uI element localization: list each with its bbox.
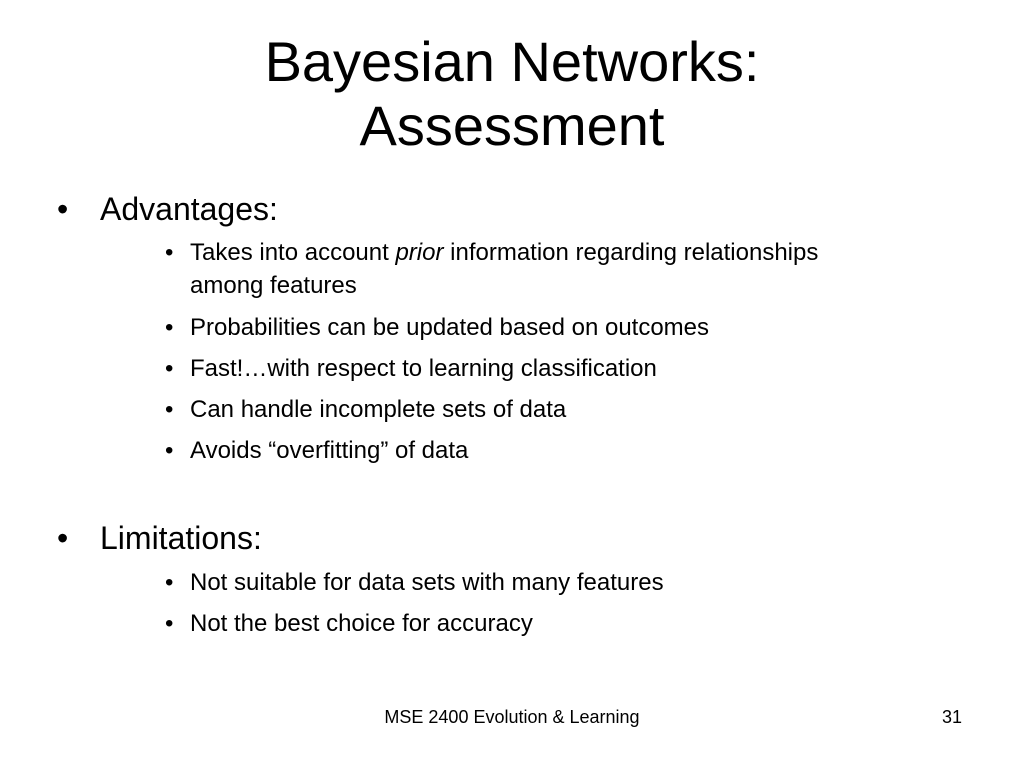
footer-course: MSE 2400 Evolution & Learning	[384, 707, 640, 727]
bullet-icon: •	[165, 239, 174, 266]
bullet-icon: •	[165, 314, 174, 341]
advantages-label: Advantages:	[100, 191, 278, 227]
advantage-text-before: Takes into account	[190, 239, 396, 266]
bullet-icon: •	[165, 610, 174, 637]
bullet-icon: •	[165, 396, 174, 423]
limitation-item-many-features	[165, 566, 664, 599]
limitations-heading	[57, 519, 262, 557]
advantage-item-prior-continuation	[190, 269, 357, 302]
bullet-icon: •	[165, 569, 174, 596]
limitation-item-accuracy	[165, 607, 533, 640]
advantage-emphasis: prior	[395, 239, 444, 266]
title-line-2: Assessment	[359, 94, 665, 157]
limitations-label: Limitations:	[100, 520, 262, 556]
advantage-text-after: information regarding relationships	[443, 239, 819, 266]
advantage-item-incomplete-data	[165, 393, 567, 426]
advantage-item-prior	[165, 236, 819, 269]
advantage-item-overfitting	[165, 434, 469, 467]
bullet-icon: •	[57, 191, 69, 227]
advantage-item-probabilities	[165, 311, 710, 344]
advantage-text-cont: among features	[190, 272, 357, 299]
advantage-text: Fast!…with respect to learning classification	[190, 355, 657, 382]
advantage-text: Probabilities can be updated based on outcomes	[190, 314, 710, 341]
advantage-text: Can handle incomplete sets of data	[190, 396, 567, 423]
slide-title	[0, 30, 1024, 158]
advantage-item-fast	[165, 352, 657, 385]
slide-number: 31	[941, 707, 962, 727]
limitation-text: Not suitable for data sets with many features	[190, 569, 664, 596]
bullet-icon: •	[57, 520, 69, 556]
title-line-1: Bayesian Networks:	[264, 30, 760, 93]
bullet-icon: •	[165, 355, 174, 382]
bullet-icon: •	[165, 437, 174, 464]
advantages-heading	[57, 190, 278, 228]
limitation-text: Not the best choice for accuracy	[190, 610, 533, 637]
advantage-text: Avoids “overfitting” of data	[190, 437, 469, 464]
